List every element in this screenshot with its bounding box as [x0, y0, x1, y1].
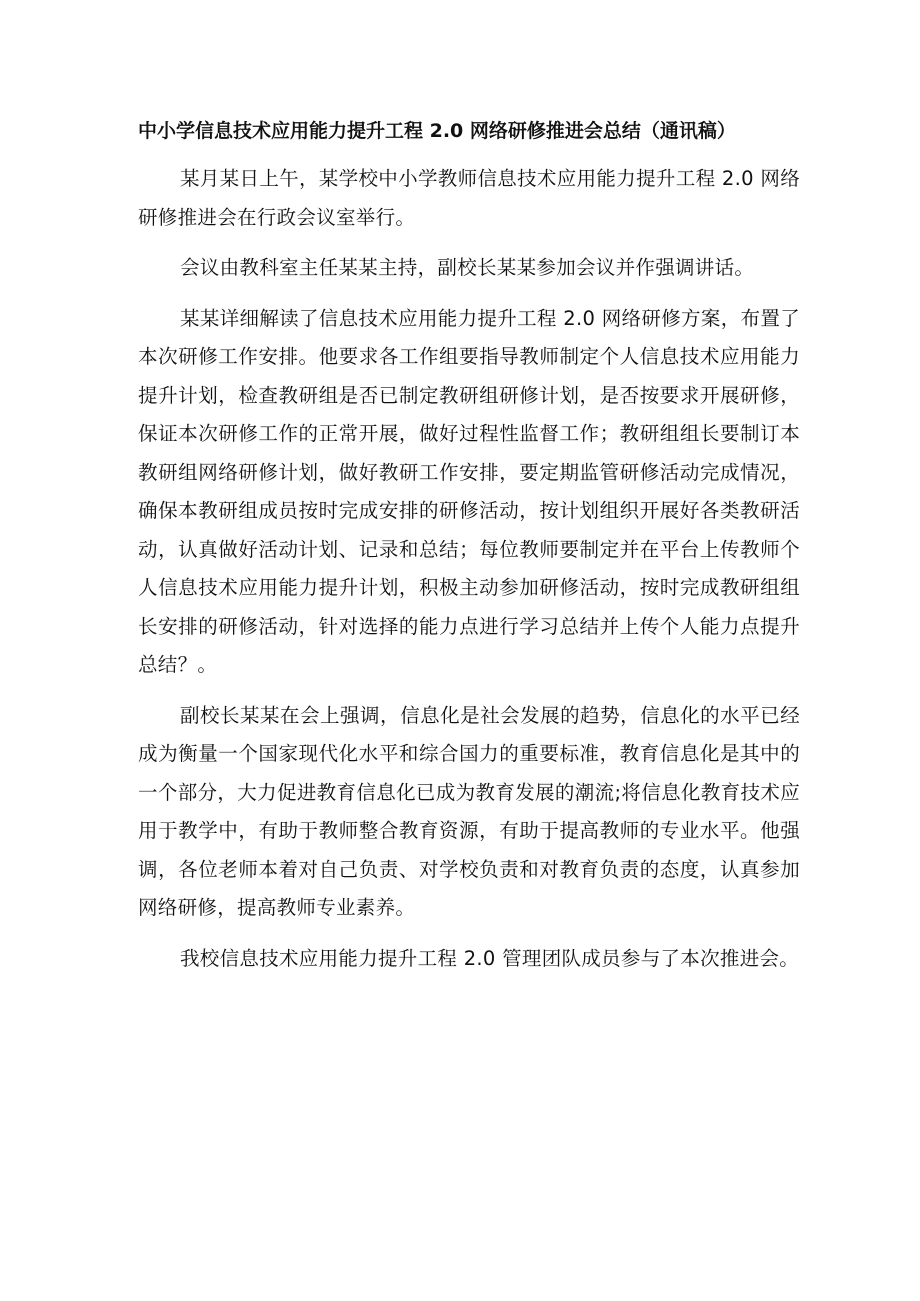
paragraph-vice-principal-remarks: 副校长某某在会上强调，信息化是社会发展的趋势，信息化的水平已经成为衡量一个国家现代化水平和综合国力的重要标准，教育信息化是其中的一个部分，大力促进教育信息化已成为教育发展的潮流;将信息化教育技术应用于教学中，有助于教师整合教育资源，有助于提高教师的专业水平。他强调，各位老师本着对自己负责、对学校负责和对教育负责的态度，认真参加网络研修，提高教师专业素养。	[138, 703, 800, 919]
paragraph-attendance: 我校信息技术应用能力提升工程 2.0 管理团队成员参与了本次推进会。	[180, 946, 800, 970]
paragraph-meeting-intro: 某月某日上午，某学校中小学教师信息技术应用能力提升工程 2.0 网络研修推进会在行政会议室举行。	[138, 167, 800, 229]
paragraph-plan-details: 某某详细解读了信息技术应用能力提升工程 2.0 网络研修方案，布置了本次研修工作安排。他要求各工作组要指导教师制定个人信息技术应用能力提升计划，检查教研组是否已制定教研组研修计划，是否按要求开展研修，保证本次研修工作的正常开展，做好过程性监督工作；教研组组长要制订本教研组网络研修计划，做好教研工作安排，要定期监管研修活动完成情况，确保本教研组成员按时完成安排的研修活动，按计划组织开展好各类教研活动，认真做好活动计划、记录和总结；每位教师要制定并在平台上传教师个人信息技术应用能力提升计划，积极主动参加研修活动，按时完成教研组组长安排的研修活动，针对选择的能力点进行学习总结并上传个人能力点提升总结？。	[138, 306, 800, 676]
document-body	[138, 112, 800, 990]
paragraph-host: 会议由教科室主任某某主持，副校长某某参加会议并作强调讲话。	[180, 256, 755, 279]
document-title: 中小学信息技术应用能力提升工程 2.0 网络研修推进会总结（通讯稿）	[138, 120, 736, 142]
